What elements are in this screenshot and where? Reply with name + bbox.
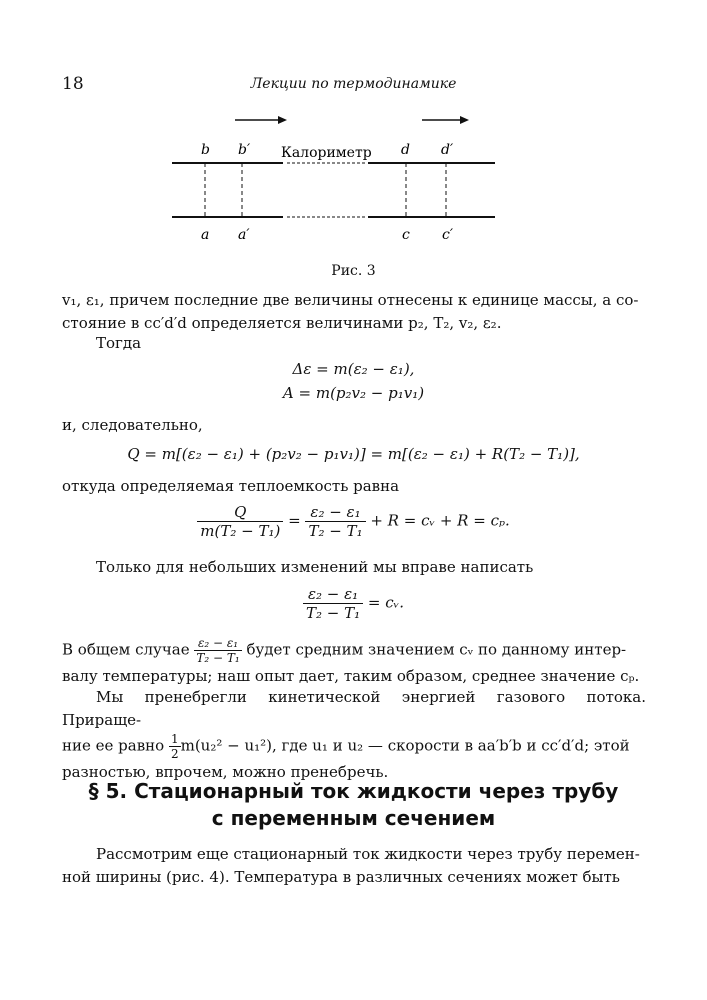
- paragraph-small-changes: Только для небольших изменений мы вправе написать: [96, 558, 534, 576]
- label-c-prime: c′: [442, 227, 454, 243]
- formula-delta-epsilon: [0, 360, 707, 378]
- fraction-cv: [303, 585, 363, 622]
- inline-fraction-denominator: T₂ − T₁: [196, 651, 240, 665]
- fraction-cv-numerator: ε₂ − ε₁: [303, 585, 363, 604]
- section-heading-line-1: § 5. Стационарный ток жидкости через трубу: [88, 779, 619, 803]
- running-title: Лекции по термодинамике: [250, 76, 457, 92]
- half-numerator: 1: [170, 732, 179, 746]
- flow-arrow-left-head: [278, 116, 287, 124]
- kinetic-line-3: разностью, впрочем, можно пренебречь.: [62, 763, 389, 781]
- kinetic-line-2-end: m(u₂² − u₁²), где u₁ и u₂ — скорости в aa′b′b и cc′d′d; этой: [180, 736, 630, 755]
- section-heading-line-2: с переменным сечением: [211, 806, 496, 830]
- paragraph-1-line-1: v₁, ε₁, причем последние две величины отнесены к единице массы, а со-: [62, 291, 639, 309]
- inline-fraction: [194, 636, 241, 665]
- closing-line-1: Рассмотрим еще стационарный ток жидкости через трубу перемен-: [96, 845, 640, 863]
- fraction-q-numerator: Q: [197, 503, 283, 522]
- formula-cv: [0, 585, 707, 622]
- kinetic-line-1: Мы пренебрегли кинетической энергией газового потока. Прираще-: [62, 688, 646, 729]
- label-c: c: [402, 227, 410, 243]
- formula-heat: [0, 445, 707, 463]
- paragraph-kinetic-energy: [62, 686, 646, 784]
- closing-line-2: ной ширины (рис. 4). Температура в различных сечениях может быть: [62, 868, 620, 886]
- paragraph-1: [62, 289, 646, 335]
- kinetic-line-2-start: ние ее равно: [62, 736, 169, 755]
- inline-fraction-numerator: ε₂ − ε₁: [194, 636, 241, 651]
- label-d: d: [401, 142, 410, 158]
- formula-5-rest: = cᵥ.: [363, 593, 404, 612]
- label-b-prime: b′: [238, 142, 251, 158]
- fraction-epsilon-denominator: T₂ − T₁: [308, 522, 363, 540]
- formula-4-rest: + R = cᵥ + R = cₚ.: [365, 511, 510, 530]
- paragraph-general-case: [62, 636, 646, 688]
- formula-3-text: Q = m[(ε₂ − ε₁) + (p₂v₂ − p₁v₁)] = m[(ε₂ − ε₁) + R(T₂ − T₁)],: [127, 445, 580, 463]
- half-denominator: 2: [170, 747, 179, 761]
- page-number: 18: [62, 74, 84, 94]
- general-case-start: В общем случае: [62, 640, 195, 659]
- paragraph-then: Тогда: [96, 334, 142, 352]
- formula-heat-capacity: [0, 503, 707, 540]
- label-a-prime: a′: [238, 227, 250, 243]
- paragraph-general-case-line-1: [62, 636, 646, 665]
- section-heading: [0, 778, 707, 832]
- fraction-epsilon-numerator: ε₂ − ε₁: [305, 503, 365, 522]
- paragraph-consequently: и, следовательно,: [62, 416, 203, 434]
- fraction-q-denominator: m(T₂ − T₁): [200, 522, 281, 540]
- paragraph-1-line-2: стояние в cc′d′d определяется величинами p₂, T₂, v₂, ε₂.: [62, 314, 502, 332]
- general-case-end: будет средним значением cᵥ по данному интер-: [241, 640, 627, 659]
- fraction-epsilon: [305, 503, 365, 540]
- label-d-prime: d′: [441, 142, 454, 158]
- paragraph-general-case-line-2: валу температуры; наш опыт дает, таким образом, среднее значение cₚ.: [62, 667, 640, 685]
- formula-1-text: Δε = m(ε₂ − ε₁),: [292, 360, 415, 378]
- formula-work: [0, 384, 707, 402]
- figure-3-diagram: [150, 108, 510, 248]
- figure-caption: Рис. 3: [331, 263, 376, 279]
- formula-2-text: A = m(p₂v₂ − p₁v₁): [282, 384, 425, 402]
- label-a: a: [201, 227, 210, 243]
- label-calorimeter: Калориметр: [281, 145, 372, 161]
- kinetic-line-2: [62, 732, 646, 761]
- fraction-q: [197, 503, 283, 540]
- paragraph-heat-capacity: откуда определяемая теплоемкость равна: [62, 477, 400, 495]
- label-b: b: [201, 142, 210, 158]
- equals-sign: =: [283, 511, 306, 530]
- fraction-cv-denominator: T₂ − T₁: [305, 604, 361, 622]
- half-fraction: [169, 732, 181, 761]
- flow-arrow-right-head: [460, 116, 469, 124]
- paragraph-closing: [62, 843, 646, 889]
